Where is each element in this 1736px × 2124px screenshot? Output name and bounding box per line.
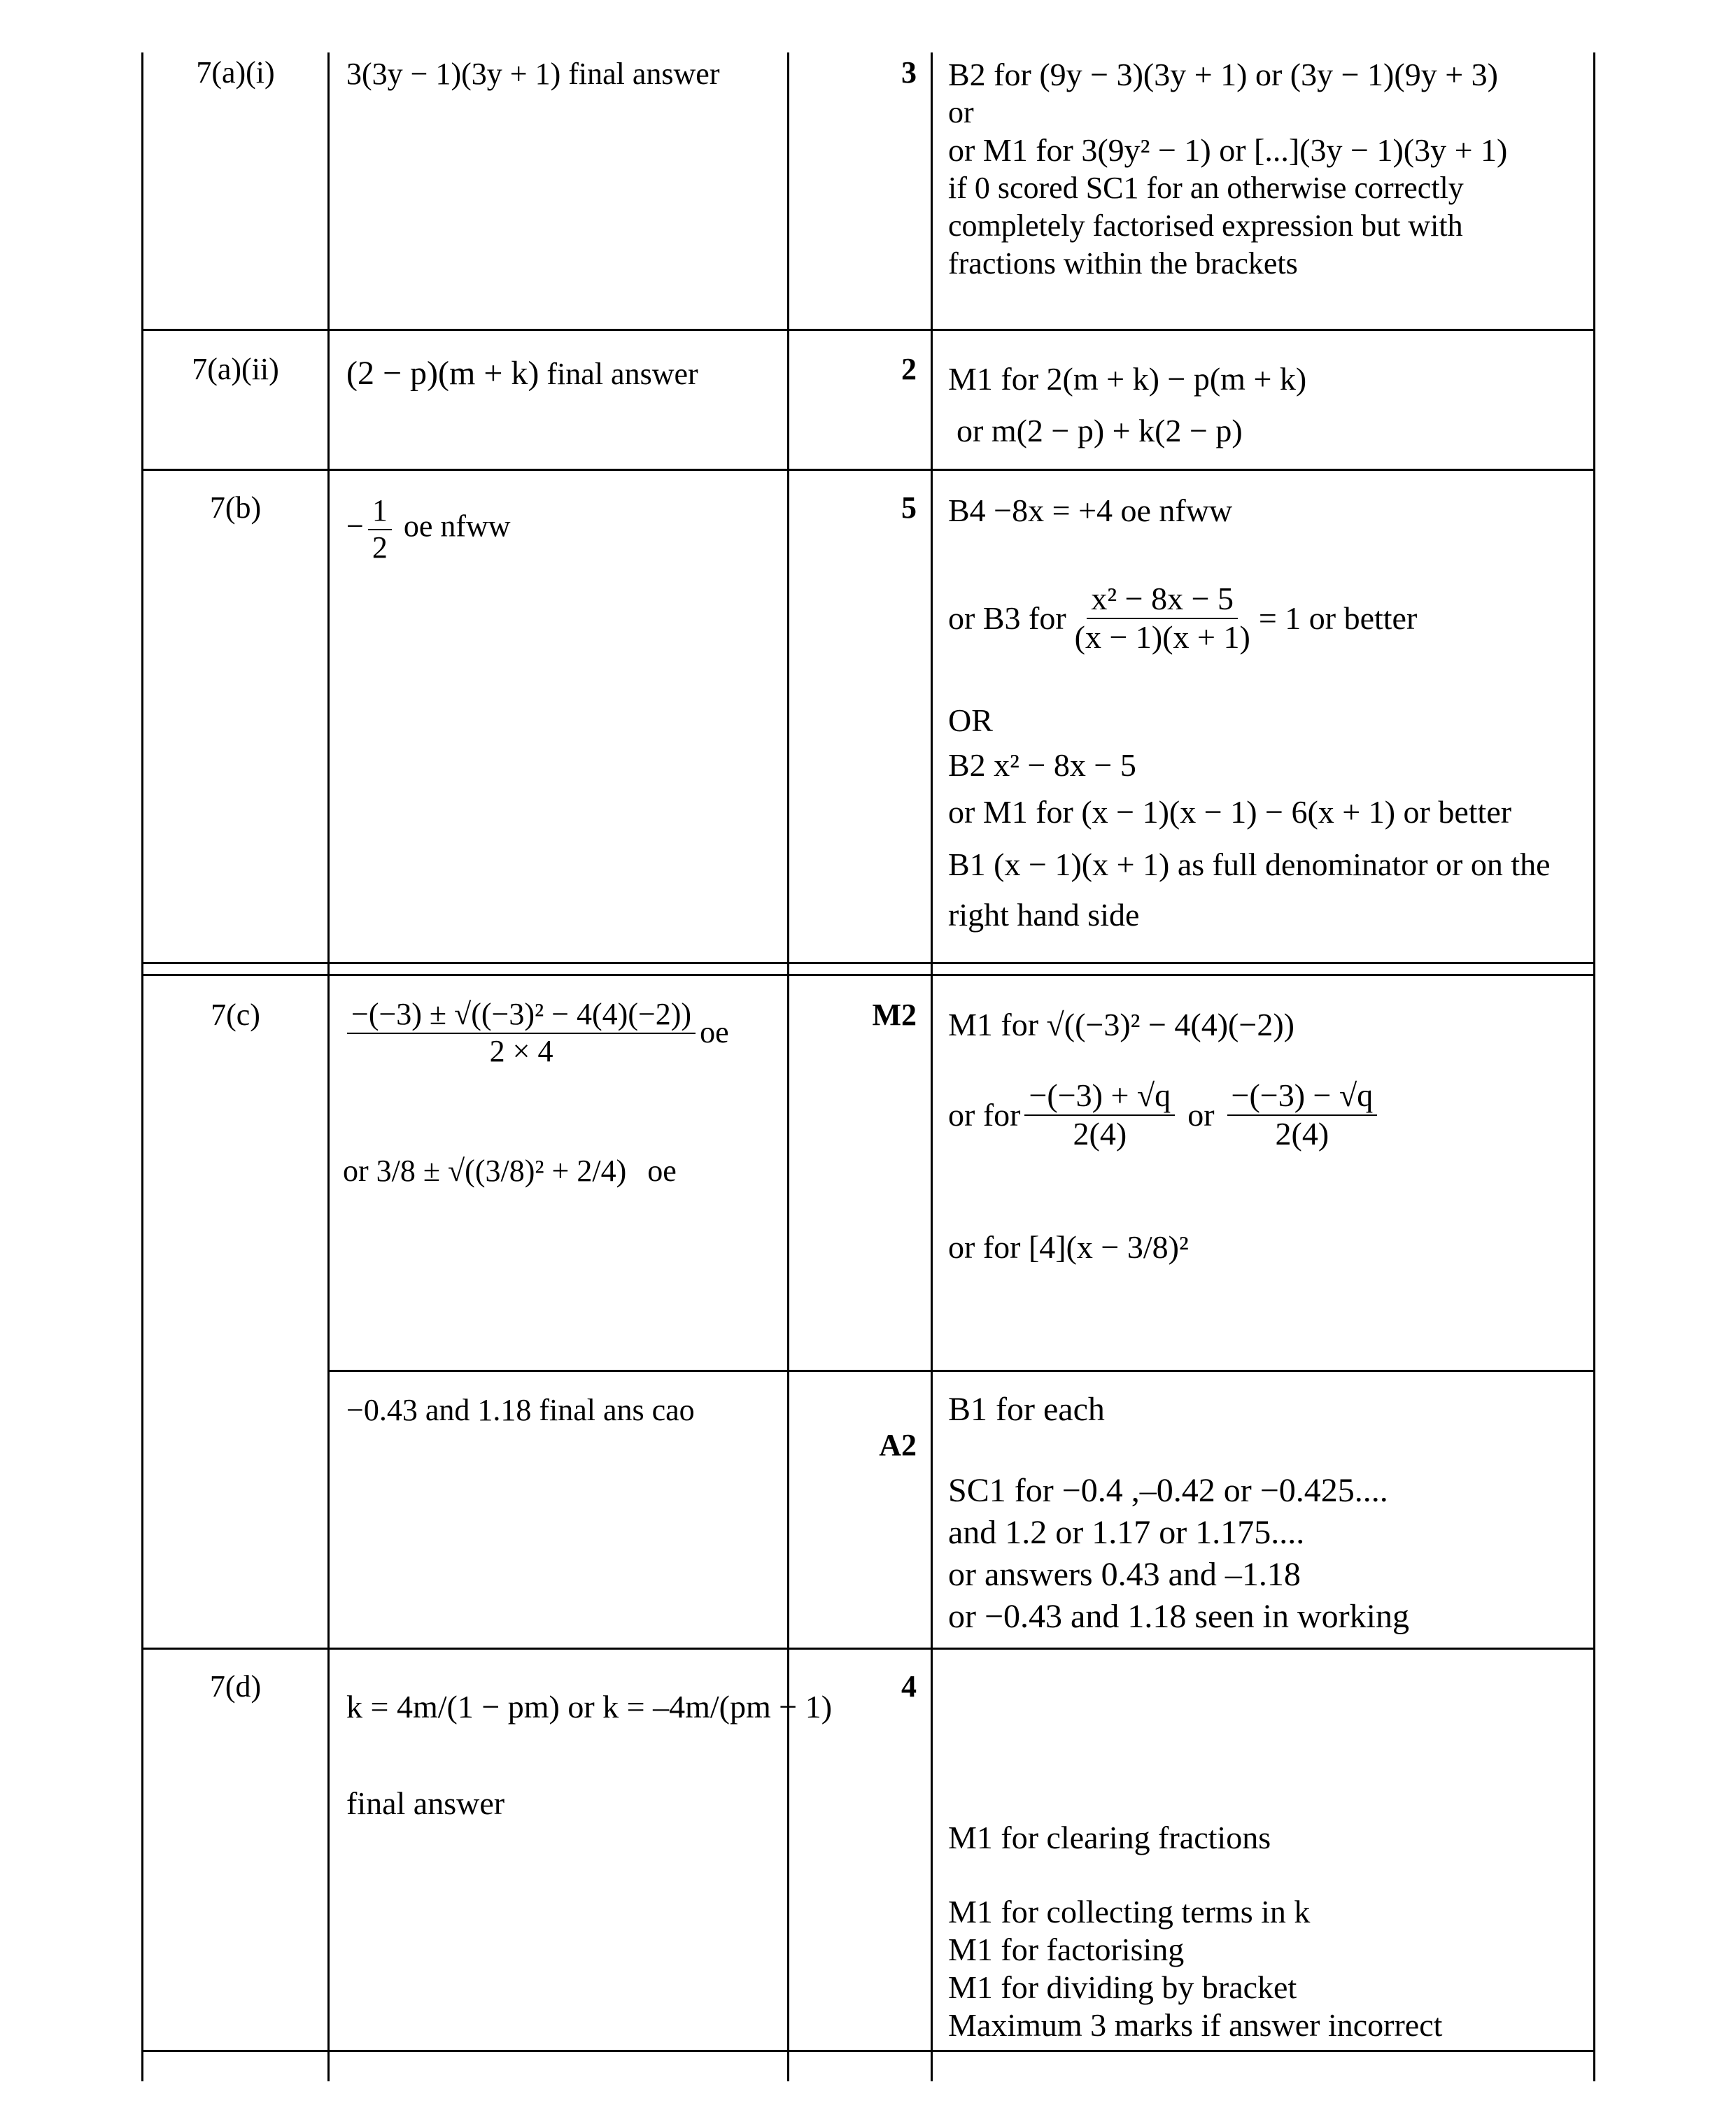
guidance-b3-line: or B3 for $\frac{\text{x² − 8x − 5}}{(x - 1)(x + 1)}$ = 1 or better (948, 581, 1418, 655)
question-number: 7(c) (211, 998, 260, 1032)
answer-cell: −0.43 and 1.18 final ans cao (346, 1393, 695, 1427)
guidance-line: M1 for dividing by bracket (948, 1969, 1297, 2005)
guidance-line: if 0 scored SC1 for an otherwise correctly (948, 171, 1464, 205)
guidance-line: or M1 for (x − 1)(x − 1) − 6(x + 1) or better (948, 793, 1512, 830)
answer-note: oe (700, 1015, 729, 1050)
answer-note: final answer (568, 57, 720, 91)
marks: 5 (901, 490, 917, 525)
row-divider (327, 1370, 1595, 1372)
answer-fraction: $\frac{1}{2}$ (368, 493, 392, 565)
question-number: 7(a)(i) (196, 55, 275, 90)
guidance-line: or M1 for 3(9y² − 1) or [...](3y − 1)(3y + 1) (948, 132, 1508, 168)
answer-note: final answer (346, 1785, 505, 1821)
guidance-line: B4 −8x = +4 oe nfww (948, 493, 1233, 528)
question-number: 7(a)(ii) (192, 352, 279, 386)
answer-cell (343, 997, 729, 1190)
guidance-cell (948, 353, 1306, 457)
row-divider (141, 962, 1595, 964)
marks: 3 (901, 55, 917, 90)
guidance-line: M1 for clearing fractions (948, 1820, 1271, 1855)
guidance-line: B1 for each (948, 1391, 1105, 1428)
column-divider (931, 52, 933, 2081)
guidance-cell (948, 1819, 1442, 2044)
row-divider (141, 469, 1595, 471)
row-divider (141, 2050, 1595, 2052)
answer-note: oe (647, 1154, 677, 1189)
guidance-line: OR (948, 702, 993, 738)
guidance-line: SC1 for −0.4 ,–0.42 or −0.425.... (948, 1472, 1388, 1509)
guidance-fraction: $\frac{-(-3) + √q}{2(4)}$ (1024, 1077, 1175, 1153)
row-divider (141, 974, 1595, 976)
guidance-fraction: $\frac{\text{x² − 8x − 5}}{(x - 1)(x + 1)}$ (1074, 581, 1250, 655)
guidance-cell (948, 490, 1551, 937)
guidance-line: or (948, 95, 974, 129)
answer-cell (346, 1679, 832, 1822)
guidance-line: M1 for collecting terms in k (948, 1894, 1311, 1930)
guidance-line: M1 for 2(m + k) − p(m + k) (948, 361, 1307, 397)
alternative-answer: or 3/8 ± √((3/8)² + 2/4) (343, 1154, 627, 1189)
guidance-fractions-line: or for $\frac{-(-3) + √q}{2(4)}$ or $\frac{-(-3) - √q}{2(4)}$ (948, 1077, 1381, 1153)
guidance-cell (948, 1389, 1409, 1638)
answer-cell (346, 353, 698, 394)
quadratic-formula: $\frac{\text{−(−3) ± √((−3)² − 4(4)(−2))}}{2 \times 4}$ (347, 997, 696, 1069)
guidance-line: or −0.43 and 1.18 seen in working (948, 1598, 1409, 1635)
column-divider (327, 52, 330, 2081)
row-divider (141, 329, 1595, 331)
guidance-line: B2 x² − 8x − 5 (948, 746, 1136, 783)
guidance-line: M1 for √((−3)² − 4(4)(−2)) (948, 1007, 1294, 1042)
guidance-cell (948, 56, 1507, 283)
question-number: 7(d) (209, 1669, 262, 1704)
minus-sign: − (346, 509, 364, 544)
guidance-line: Maximum 3 marks if answer incorrect (948, 2007, 1443, 2043)
row-divider (141, 1648, 1595, 1650)
answer-expression: 3(3y − 1)(3y + 1) (346, 57, 561, 91)
guidance-line: or for [4](x − 3/8)² (948, 1229, 1189, 1265)
guidance-line: B1 (x − 1)(x + 1) as full denominator or on the (948, 846, 1551, 882)
guidance-fraction: $\frac{-(-3) - √q}{2(4)}$ (1227, 1077, 1378, 1153)
answer-expression: (2 − p)(m + k) (346, 355, 539, 392)
guidance-line: or answers 0.43 and –1.18 (948, 1556, 1301, 1593)
marks: A2 (879, 1428, 917, 1462)
guidance-line: completely factorised expression but with (948, 208, 1463, 243)
question-number: 7(b) (209, 490, 262, 525)
answer-expression: k = 4m/(1 − pm) or k = –4m/(pm − 1) (346, 1689, 833, 1725)
table-border-right (1593, 52, 1595, 2081)
guidance-line: or m(2 − p) + k(2 − p) (957, 413, 1243, 448)
marks: 2 (901, 352, 917, 386)
guidance-line: right hand side (948, 896, 1140, 933)
answer-cell (346, 493, 511, 565)
marks: 4 (901, 1669, 917, 1704)
guidance-line: and 1.2 or 1.17 or 1.175.... (948, 1514, 1305, 1551)
answer-cell (346, 56, 720, 93)
guidance-cell (948, 1000, 1381, 1272)
guidance-line: M1 for factorising (948, 1932, 1185, 1967)
answer-note: final answer (546, 357, 698, 391)
guidance-line: B2 for (9y − 3)(3y + 1) or (3y − 1)(9y + 3) (948, 57, 1498, 92)
answer-note: oe nfww (403, 509, 511, 544)
guidance-line: fractions within the brackets (948, 246, 1298, 281)
marks: M2 (872, 998, 917, 1032)
